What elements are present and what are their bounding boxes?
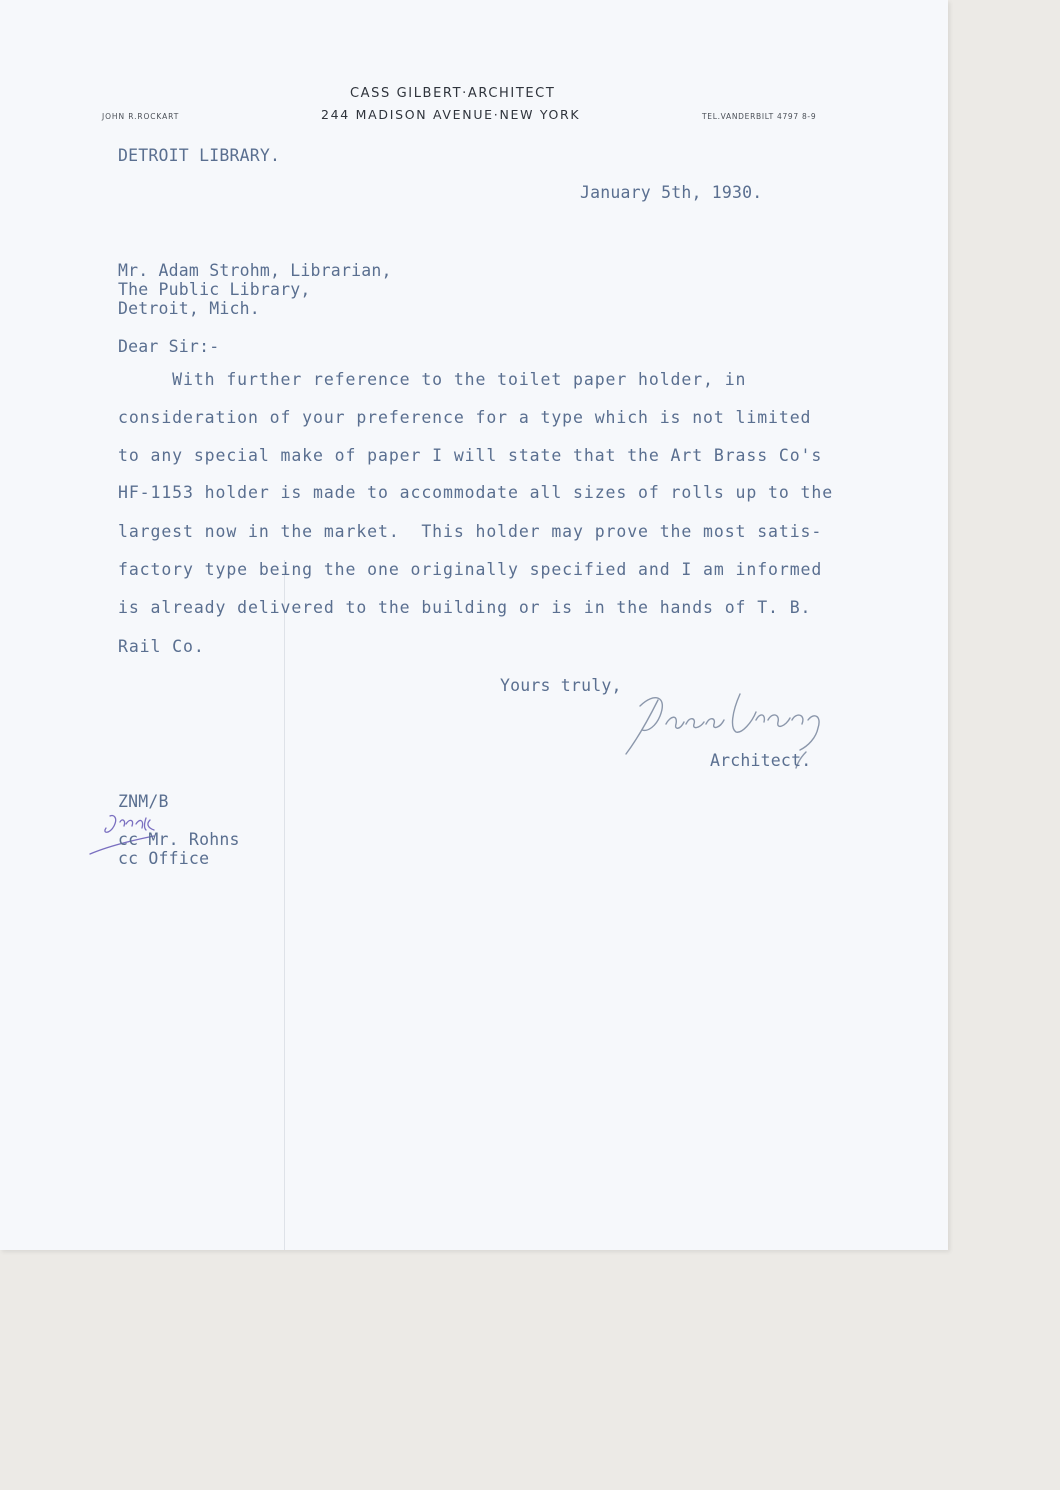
body-line: Rail Co.	[118, 637, 205, 656]
salutation: Dear Sir:-	[118, 337, 220, 356]
signer-title: Architect.	[710, 751, 812, 770]
letterhead-address: 244 MADISON AVENUE·NEW YORK	[321, 107, 581, 122]
paper-fold-line	[284, 560, 285, 1250]
recipient-line: Mr. Adam Strohm, Librarian,	[118, 261, 392, 280]
cc-line: cc Mr. Rohns	[118, 830, 240, 849]
closing: Yours truly,	[500, 676, 622, 695]
body-line: to any special make of paper I will state that the Art Brass Co's	[118, 446, 823, 465]
recipient-line: The Public Library,	[118, 280, 311, 299]
body-line: consideration of your preference for a type which is not limited	[118, 408, 812, 427]
body-line: factory type being the one originally specified and I am informed	[118, 560, 823, 579]
cc-line: cc Office	[118, 849, 210, 868]
letterhead-partner: JOHN R.ROCKART	[102, 112, 180, 121]
letterhead-firm-name: CASS GILBERT·ARCHITECT	[350, 86, 556, 101]
cc-list	[118, 830, 240, 868]
letter-date: January 5th, 1930.	[580, 183, 763, 202]
letterhead-telephone: TEL.VANDERBILT 4797 8-9	[702, 112, 817, 121]
body-line: With further reference to the toilet paper holder, in	[118, 370, 747, 389]
body-line: largest now in the market. This holder may prove the most satis-	[118, 522, 823, 541]
body-line: is already delivered to the building or is in the hands of T. B.	[118, 598, 812, 617]
recipient-address	[118, 261, 392, 318]
letter-subject: DETROIT LIBRARY.	[118, 146, 281, 165]
recipient-line: Detroit, Mich.	[118, 299, 260, 318]
body-line: HF-1153 holder is made to accommodate all sizes of rolls up to the	[118, 483, 834, 502]
reference-initials: ZNM/B	[118, 792, 169, 811]
